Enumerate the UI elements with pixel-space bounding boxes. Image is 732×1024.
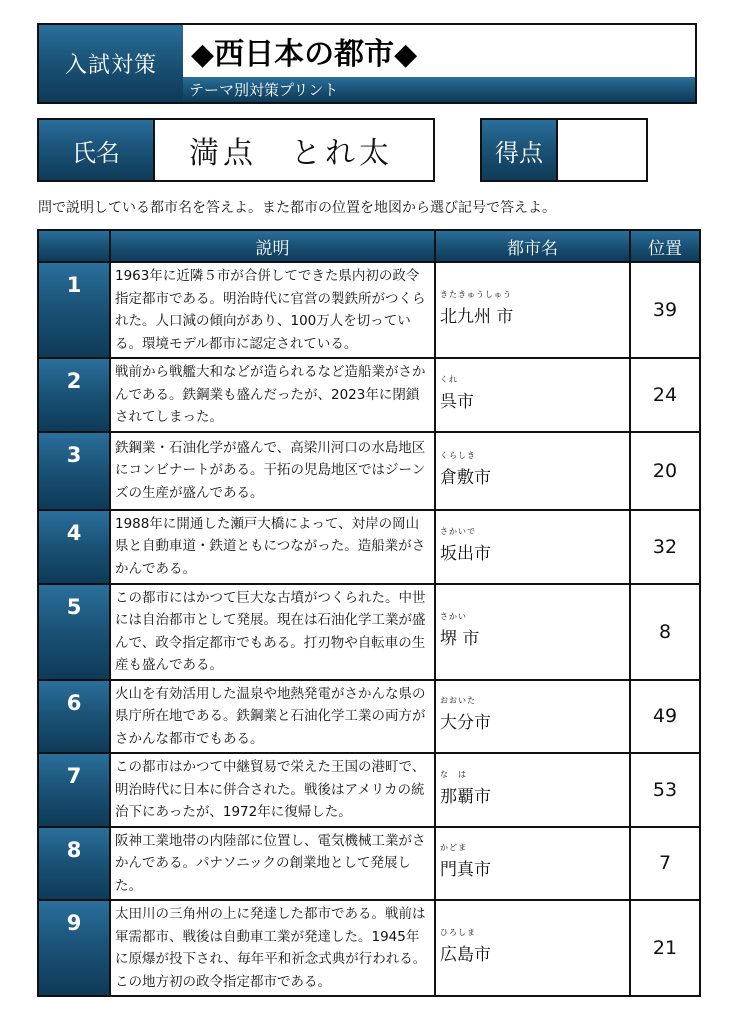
- city-reading: くれ: [440, 374, 458, 384]
- city-answer: 広島市: [440, 945, 491, 965]
- city-reading: きたきゅうしゅう: [440, 290, 512, 299]
- city-answer: 呉市: [440, 391, 474, 412]
- table-row: [38, 358, 700, 432]
- table-row: [38, 753, 700, 827]
- city-answer-cell[interactable]: [435, 262, 630, 358]
- city-answer-cell[interactable]: [435, 584, 630, 680]
- question-description: 火山を有効活用した温泉や地熱発電がさかんな県の県庁所在地である。鉄鋼業と石油化学工業の両方がさかんな都市でもある。: [110, 680, 435, 754]
- name-field[interactable]: 満点 とれ太: [153, 120, 433, 180]
- question-description: 1988年に開通した瀬戸大橋によって、対岸の岡山県と自動車道・鉄道ともにつながった。造船業がさかんである。: [110, 510, 435, 584]
- position-answer[interactable]: 24: [630, 358, 700, 432]
- table-row: [38, 680, 700, 754]
- question-number: 1: [38, 262, 110, 358]
- table-row: [38, 262, 700, 358]
- position-answer[interactable]: 20: [630, 432, 700, 510]
- instructions: 問で説明している都市名を答えよ。また都市の位置を地図から選び記号で答えよ。: [38, 200, 556, 216]
- question-number: 9: [38, 900, 110, 996]
- city-answer: 坂出市: [440, 543, 491, 564]
- question-description: この都市にはかつて巨大な古墳がつくられた。中世には自治都市として発展。現在は石油化学工業が盛んで、政令指定都市でもある。打刃物や自転車の生産も盛んである。: [110, 584, 435, 680]
- city-reading: な は: [440, 769, 467, 779]
- header-position: 位置: [630, 230, 700, 262]
- position-answer[interactable]: 39: [630, 262, 700, 358]
- city-answer-cell[interactable]: [435, 680, 630, 754]
- position-answer[interactable]: 49: [630, 680, 700, 754]
- name-box: [37, 118, 435, 182]
- city-answer: 北九州 市: [440, 307, 514, 327]
- city-reading: ひろしま: [440, 928, 476, 937]
- city-answer-cell[interactable]: [435, 827, 630, 901]
- question-number: 8: [38, 827, 110, 901]
- city-answer: 那覇市: [440, 786, 491, 807]
- city-reading: さかい: [440, 611, 467, 621]
- city-reading: くらしき: [440, 450, 476, 460]
- question-description: 1963年に近隣５市が合併してできた県内初の政令指定都市である。明治時代に官営の製鉄所がつくられた。人口減の傾向があり、100万人を切っている。環境モデル都市に認定されている。: [110, 262, 435, 358]
- position-answer[interactable]: 7: [630, 827, 700, 901]
- table-row: [38, 900, 700, 996]
- header-city: 都市名: [435, 230, 630, 262]
- header-description: 説明: [110, 230, 435, 262]
- table-body: [38, 262, 700, 996]
- city-reading: おおいた: [440, 696, 476, 706]
- question-description: 鉄鋼業・石油化学が盛んで、高梁川河口の水島地区にコンビナートがある。干拓の児島地区ではジーンズの生産が盛んである。: [110, 432, 435, 510]
- question-number: 3: [38, 432, 110, 510]
- table-header-row: [38, 230, 700, 262]
- city-answer: 堺 市: [440, 628, 480, 649]
- city-answer: 大分市: [440, 713, 491, 734]
- position-answer[interactable]: 32: [630, 510, 700, 584]
- city-answer-cell[interactable]: [435, 753, 630, 827]
- question-number: 5: [38, 584, 110, 680]
- header-banner: [37, 23, 697, 104]
- page-title: ◆西日本の都市◆: [191, 37, 418, 72]
- city-answer-cell[interactable]: [435, 432, 630, 510]
- question-description: この都市はかつて中継貿易で栄えた王国の港町で、明治時代に日本に併合された。戦後はアメリカの統治下にあったが、1972年に復帰した。: [110, 753, 435, 827]
- city-reading: さかいで: [440, 526, 476, 536]
- table-row: [38, 432, 700, 510]
- header-number: [38, 230, 110, 262]
- city-answer-cell[interactable]: [435, 358, 630, 432]
- name-label: 氏名: [39, 120, 153, 180]
- table-row: [38, 584, 700, 680]
- question-number: 6: [38, 680, 110, 754]
- city-answer: 門真市: [440, 860, 491, 881]
- city-answer-cell[interactable]: [435, 510, 630, 584]
- score-field[interactable]: [556, 120, 646, 180]
- score-box: [480, 118, 648, 182]
- question-number: 4: [38, 510, 110, 584]
- city-answer-cell[interactable]: [435, 900, 630, 996]
- question-table: [37, 229, 701, 997]
- table-row: [38, 827, 700, 901]
- question-number: 7: [38, 753, 110, 827]
- position-answer[interactable]: 53: [630, 753, 700, 827]
- table-row: [38, 510, 700, 584]
- position-answer[interactable]: 8: [630, 584, 700, 680]
- position-answer[interactable]: 21: [630, 900, 700, 996]
- question-description: 戦前から戦艦大和などが造られるなど造船業がさかんである。鉄鋼業も盛んだったが、2023年に閉鎖されてしまった。: [110, 358, 435, 432]
- exam-tag: 入試対策: [39, 25, 183, 102]
- question-number: 2: [38, 358, 110, 432]
- question-description: 太田川の三角州の上に発達した都市である。戦前は軍需都市、戦後は自動車工業が発達した。1945年に原爆が投下され、毎年平和祈念式典が行われる。この地方初の政令指定都市である。: [110, 900, 435, 996]
- score-label: 得点: [482, 120, 556, 180]
- city-answer: 倉敷市: [440, 467, 491, 488]
- city-reading: かどま: [440, 843, 467, 853]
- question-description: 阪神工業地帯の内陸部に位置し、電気機械工業がさかんである。パナソニックの創業地として発展した。: [110, 827, 435, 901]
- page-subtitle: テーマ別対策プリント: [183, 77, 695, 102]
